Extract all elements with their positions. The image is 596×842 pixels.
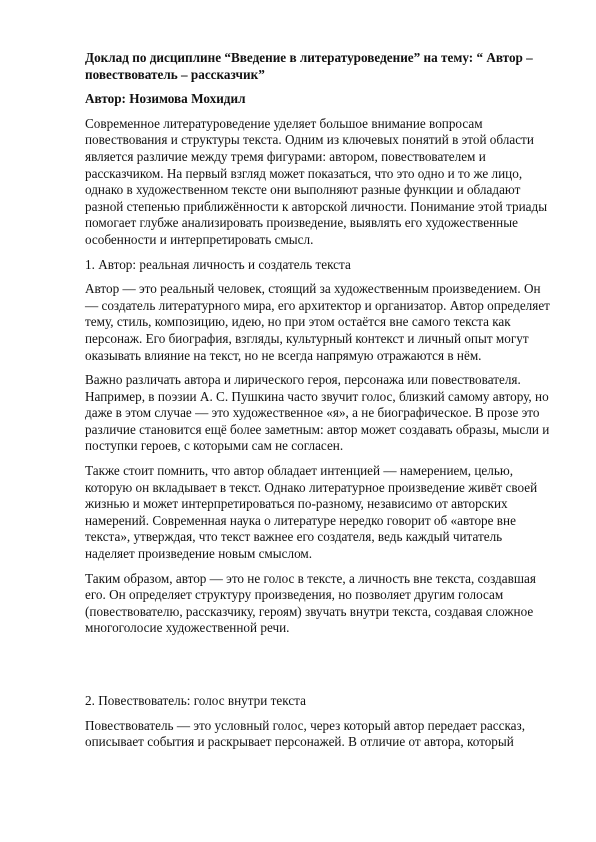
document-title: Доклад по дисциплине “Введение в литературоведение” на тему: “ Автор – повествователь – рассказчик”: [85, 50, 533, 82]
paragraph: Таким образом, автор — это не голос в тексте, а личность вне текста, создавшая его. Он определяет структуру произведения, но позволяет другим голосам (повествователю, рассказчику, героям) звучать внутри текста, создавая сложное многоголосие художественной речи.: [85, 570, 536, 636]
intro-paragraph: Современное литературоведение уделяет большое внимание вопросам повествования и структуры текста. Одним из ключевых понятий в этой области является различие между тремя фигурами: автором, повествователем и рассказчиком. На первый взгляд может показаться, что это одно и то же лицо, однако в художественном тексте они выполняют разные функции и обладают разной степенью приближённости к авторской личности. Понимание этой триады помогает глубже анализировать произведение, выявлять его художественные особенности и интерпретировать смысл.: [85, 115, 548, 247]
section-heading-author: 1. Автор: реальная личность и создатель текста: [85, 256, 351, 272]
paragraph: Повествователь — это условный голос, через который автор передает рассказ, описывает события и раскрывает персонажей. В отличие от автора, который: [85, 717, 526, 750]
author-line: Автор: Нозимова Мохидил: [85, 91, 246, 107]
paragraph: Также стоит помнить, что автор обладает интенцией — намерением, целью, которую он вкладывает в текст. Однако литературное произведение живёт своей жизнью и может интерпретироваться по-разному, независимо от авторских намерений. Современная наука о литературе нередко говорит об «авторе вне текста», утверждая, что текст важнее его создателя, ведь каждый читатель наделяет произведение новым смыслом.: [85, 463, 538, 562]
section-heading-narrator: 2. Повествователь: голос внутри текста: [85, 693, 306, 708]
document-page: [85, 50, 555, 759]
paragraph: Автор — это реальный человек, стоящий за художественным произведением. Он — создатель литературного мира, его архитектор и организатор. Автор определяет тему, стиль, композицию, идею, но при этом остаётся вне самого текста как персонаж. Его биография, взгляды, культурный контекст и личный опыт могут оказывать влияние на текст, но не всегда напрямую отражаются в нём.: [85, 281, 550, 363]
paragraph: Важно различать автора и лирического героя, персонажа или повествователя. Например, в поэзии А. С. Пушкина часто звучит голос, близкий самому автору, но даже в этом случае — это художественное «я», а не биографическое. В прозе это различие становится ещё более заметным: автор может создавать образы, мысли и поступки героев, с которыми сам не согласен.: [85, 372, 550, 454]
blank-space: [85, 645, 555, 693]
